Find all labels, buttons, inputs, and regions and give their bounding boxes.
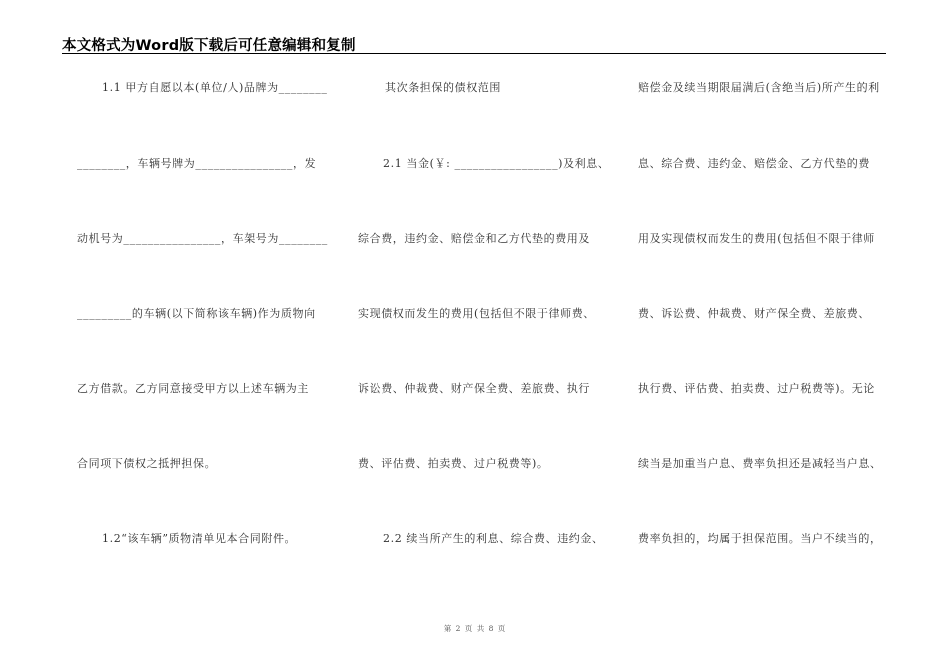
- text-line: 费、评估费、拍卖费、过户税费等)。: [358, 457, 549, 470]
- text-line: 1.2“该车辆”质物清单见本合同附件。: [102, 532, 297, 545]
- text-line: 合同项下债权之抵押担保。: [77, 457, 217, 470]
- text-line: 息、综合费、违约金、赔偿金、乙方代垫的费: [638, 157, 870, 170]
- text-line: 执行费、评估费、拍卖费、过户税费等)。无论: [638, 382, 875, 395]
- text-line: 其次条担保的债权范围: [385, 81, 501, 94]
- page-header: [62, 33, 886, 54]
- text-line: ________，车辆号牌为________________，发: [77, 157, 317, 170]
- text-line: 1.1 甲方自愿以本(单位/人)品牌为________: [102, 81, 328, 94]
- text-line: 诉讼费、仲裁费、财产保全费、差旅费、执行: [358, 382, 590, 395]
- text-line: 用及实现债权而发生的费用(包括但不限于律师: [638, 232, 875, 245]
- text-line: 赔偿金及续当期限届满后(含绝当后)所产生的利: [638, 81, 880, 94]
- text-line: 2.1 当金(￥: _________________)及利息、: [383, 157, 610, 170]
- text-line: 综合费，违约金、赔偿金和乙方代垫的费用及: [358, 232, 590, 245]
- text-line: 费率负担的，均属于担保范围。当户不续当的，: [638, 532, 882, 545]
- text-line: 动机号为________________，车架号为________: [77, 232, 328, 245]
- text-line: 续当是加重当户息、费率负担还是减轻当户息、: [638, 457, 882, 470]
- text-line: 实现债权而发生的费用(包括但不限于律师费、: [358, 307, 595, 320]
- text-line: 乙方借款。乙方同意接受甲方以上述车辆为主: [77, 382, 309, 395]
- header-title: 本文格式为Word版下载后可任意编辑和复制: [62, 38, 356, 54]
- text-line: 2.2 续当所产生的利息、综合费、违约金、: [383, 532, 604, 545]
- text-line: 费、诉讼费、仲裁费、财产保全费、差旅费、: [638, 307, 870, 320]
- text-line: _________的车辆(以下简称该车辆)作为质物向: [77, 307, 316, 320]
- page-number: 第 2 页 共 8 页: [443, 624, 507, 633]
